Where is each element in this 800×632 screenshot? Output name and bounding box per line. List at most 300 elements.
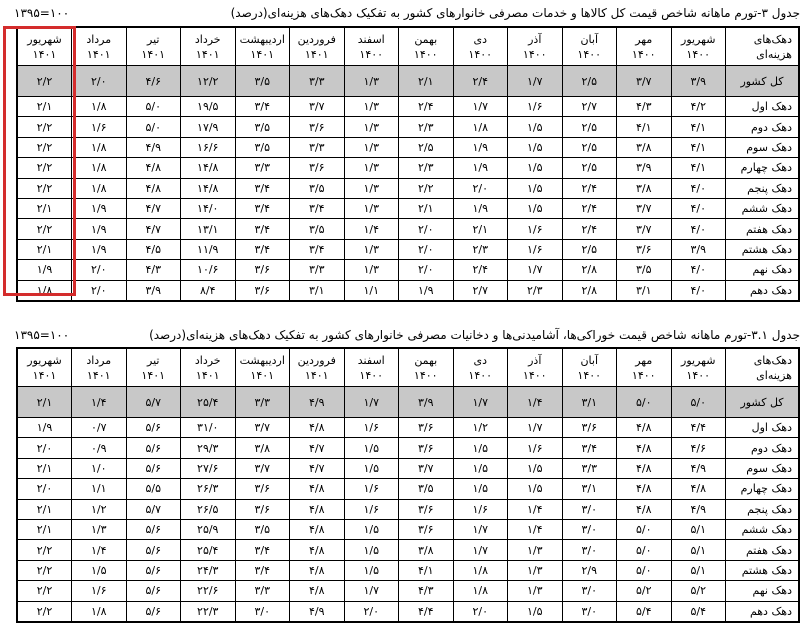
table-cell: ۳/۷ [399, 458, 454, 478]
table-cell: ۱/۸ [72, 158, 127, 178]
table-cell: ۴/۹ [126, 137, 181, 157]
table-cell: ۱/۶ [344, 418, 399, 438]
table-cell: ۱۰/۶ [181, 260, 236, 280]
column-month: اردیبهشت [239, 32, 285, 46]
column-header [344, 27, 399, 66]
table-cell: ۰/۹ [72, 438, 127, 458]
table-cell: ۱/۳ [344, 158, 399, 178]
table-cell: ۵/۶ [126, 418, 181, 438]
table-cell: ۱/۴ [508, 519, 563, 539]
table-cell: ۱/۵ [344, 458, 399, 478]
table-cell: ۳/۸ [399, 540, 454, 560]
table-row [17, 601, 799, 622]
row-label: دهک نهم [726, 581, 800, 601]
row-label: دهک چهارم [726, 158, 800, 178]
table-row [17, 260, 799, 280]
column-year: ۱۴۰۱ [86, 47, 111, 61]
table-cell: ۱/۸ [453, 581, 508, 601]
table-cell: ۳/۰ [235, 601, 290, 622]
table-cell: ۴/۰ [671, 280, 726, 301]
table-cell: ۳/۱ [562, 387, 617, 418]
column-month: مرداد [86, 353, 112, 367]
table-cell: ۳/۴ [235, 540, 290, 560]
table-cell: ۱/۵ [72, 560, 127, 580]
table-cell: ۱/۸ [72, 178, 127, 198]
table-cell: ۲۲/۶ [181, 581, 236, 601]
column-year: ۱۴۰۰ [468, 368, 493, 382]
table-row [17, 178, 799, 198]
table-cell: ۳/۵ [290, 219, 345, 239]
table-cell: ۳/۴ [235, 178, 290, 198]
column-header [399, 348, 454, 387]
table-cell: ۴/۱ [671, 117, 726, 137]
table-cell: ۲/۰ [17, 438, 72, 458]
column-year: ۱۴۰۰ [522, 368, 547, 382]
table-cell: ۳/۷ [617, 219, 672, 239]
column-header [290, 27, 345, 66]
table-cell: ۳/۰ [562, 540, 617, 560]
table-cell: ۴/۶ [671, 438, 726, 458]
table-cell: ۲/۵ [562, 117, 617, 137]
table-cell: ۱/۵ [508, 601, 563, 622]
column-month: بهمن [414, 32, 438, 46]
table-cell: ۲/۲ [17, 178, 72, 198]
table-cell: ۳/۷ [235, 458, 290, 478]
column-header [290, 348, 345, 387]
table-cell: ۲/۰ [453, 178, 508, 198]
table-cell: ۲/۲ [17, 540, 72, 560]
table-cell: ۳/۶ [235, 479, 290, 499]
column-year: ۱۴۰۰ [468, 47, 493, 61]
column-header [181, 27, 236, 66]
table-cell: ۳/۹ [671, 239, 726, 259]
table-cell: ۳/۵ [399, 479, 454, 499]
column-month: دی [473, 32, 487, 46]
table-cell: ۱/۶ [72, 581, 127, 601]
column-header [508, 27, 563, 66]
row-label: دهک چهارم [726, 479, 800, 499]
table-cell: ۱/۶ [72, 117, 127, 137]
column-month: خرداد [194, 32, 221, 46]
table-cell: ۴/۸ [290, 479, 345, 499]
table-cell: ۳/۱ [617, 280, 672, 301]
table-cell: ۲/۴ [453, 66, 508, 97]
table-cell: ۵/۴ [617, 601, 672, 622]
table-cell: ۴/۸ [671, 479, 726, 499]
table-row [17, 458, 799, 478]
table-cell: ۲۷/۶ [181, 458, 236, 478]
column-month: تیر [147, 32, 160, 46]
table-cell: ۱۴/۸ [181, 158, 236, 178]
table-cell: ۳/۴ [562, 438, 617, 458]
table-cell: ۲/۰ [399, 239, 454, 259]
table-cell: ۲/۱ [17, 458, 72, 478]
table-cell: ۵/۰ [617, 387, 672, 418]
table-cell: ۱/۷ [344, 581, 399, 601]
table-cell: ۵/۶ [126, 560, 181, 580]
table-row [17, 438, 799, 458]
column-month: آبان [580, 32, 599, 46]
table1 [16, 26, 800, 302]
table-cell: ۲/۱ [17, 97, 72, 117]
table-cell: ۵/۰ [617, 560, 672, 580]
table-cell: ۴/۸ [617, 458, 672, 478]
table-cell: ۳/۶ [399, 499, 454, 519]
table-cell: ۳/۵ [235, 66, 290, 97]
table-cell: ۴/۰ [671, 198, 726, 218]
table-cell: ۱۲/۲ [181, 66, 236, 97]
table-cell: ۱/۹ [72, 198, 127, 218]
table-cell: ۱/۶ [344, 499, 399, 519]
table-cell: ۳/۶ [399, 438, 454, 458]
column-header [126, 27, 181, 66]
column-month: شهریور [681, 32, 716, 46]
column-month: آذر [528, 32, 542, 46]
table-cell: ۱/۹ [453, 158, 508, 178]
table-cell: ۳/۸ [617, 178, 672, 198]
table-cell: ۲/۳ [453, 239, 508, 259]
column-header [671, 27, 726, 66]
table-cell: ۳/۶ [290, 117, 345, 137]
table-cell: ۱/۵ [453, 458, 508, 478]
column-year: ۱۴۰۰ [631, 368, 656, 382]
table-cell: ۴/۱ [671, 137, 726, 157]
table-row [17, 519, 799, 539]
table-cell: ۱۳/۱ [181, 219, 236, 239]
table-row [17, 418, 799, 438]
table-cell: ۴/۸ [126, 178, 181, 198]
table-cell: ۴/۷ [290, 438, 345, 458]
column-month: فروردین [297, 353, 336, 367]
table-cell: ۳/۷ [235, 418, 290, 438]
row-label: دهک اول [726, 97, 800, 117]
table-cell: ۴/۷ [126, 198, 181, 218]
column-header [17, 348, 72, 387]
table-cell: ۴/۷ [290, 458, 345, 478]
table-cell: ۱/۵ [508, 458, 563, 478]
table-cell: ۴/۸ [290, 560, 345, 580]
table-cell: ۱/۷ [453, 519, 508, 539]
column-year: ۱۴۰۱ [195, 368, 220, 382]
table-cell: ۴/۳ [399, 581, 454, 601]
table-cell: ۳/۹ [671, 66, 726, 97]
table-cell: ۴/۱ [617, 117, 672, 137]
table-row [17, 280, 799, 301]
column-year: ۱۴۰۰ [413, 368, 438, 382]
table-cell: ۵/۷ [126, 387, 181, 418]
table-row [17, 97, 799, 117]
table-cell: ۲/۲ [17, 117, 72, 137]
table-cell: ۱/۵ [344, 519, 399, 539]
table-cell: ۴/۵ [126, 239, 181, 259]
column-header [72, 27, 127, 66]
table-cell: ۵/۰ [671, 387, 726, 418]
table-cell: ۴/۹ [671, 458, 726, 478]
table-cell: ۴/۷ [126, 219, 181, 239]
column-header [508, 348, 563, 387]
table-cell: ۳/۵ [235, 137, 290, 157]
table-cell: ۴/۹ [671, 499, 726, 519]
table-cell: ۳/۶ [235, 260, 290, 280]
column-year: ۱۴۰۰ [686, 368, 711, 382]
table-cell: ۲/۲ [17, 581, 72, 601]
table-cell: ۱/۳ [344, 97, 399, 117]
table-cell: ۱/۹ [72, 239, 127, 259]
table-cell: ۵/۱ [671, 540, 726, 560]
table-cell: ۱/۵ [344, 540, 399, 560]
table-cell: ۱/۵ [508, 158, 563, 178]
column-year: ۱۴۰۱ [304, 47, 329, 61]
column-month: مهر [635, 353, 653, 367]
table-cell: ۱/۹ [72, 219, 127, 239]
table-cell: ۸/۴ [181, 280, 236, 301]
column-year: ۱۴۰۱ [86, 368, 111, 382]
table-cell: ۲/۰ [399, 260, 454, 280]
row-label: دهک دهم [726, 601, 800, 622]
table-row [17, 560, 799, 580]
table-cell: ۵/۷ [126, 499, 181, 519]
table-cell: ۱/۳ [344, 198, 399, 218]
table-cell: ۱/۷ [508, 66, 563, 97]
row-label: دهک ششم [726, 198, 800, 218]
table-cell: ۱/۳ [344, 260, 399, 280]
table-cell: ۳/۴ [235, 560, 290, 580]
table-cell: ۱/۳ [344, 66, 399, 97]
table-cell: ۳/۶ [562, 418, 617, 438]
table-cell: ۳/۴ [235, 198, 290, 218]
table-cell: ۱۹/۵ [181, 97, 236, 117]
table-cell: ۴/۸ [290, 499, 345, 519]
table-cell: ۱/۱ [72, 479, 127, 499]
table2-base-year: ۱۳۹۵=۱۰۰ [14, 328, 70, 342]
table-cell: ۵/۱ [671, 560, 726, 580]
table-cell: ۱/۵ [453, 479, 508, 499]
table-cell: ۳/۰ [562, 519, 617, 539]
table-cell: ۲/۱ [453, 219, 508, 239]
table-cell: ۳/۳ [290, 260, 345, 280]
table-cell: ۲/۲ [17, 560, 72, 580]
table-row [17, 581, 799, 601]
table-cell: ۱/۷ [508, 418, 563, 438]
table-cell: ۴/۰ [671, 219, 726, 239]
column-year: ۱۴۰۱ [32, 47, 57, 61]
table-cell: ۵/۰ [617, 519, 672, 539]
table-cell: ۲/۲ [17, 137, 72, 157]
table-cell: ۳/۹ [126, 280, 181, 301]
table-cell: ۲/۴ [453, 260, 508, 280]
table-cell: ۴/۹ [290, 387, 345, 418]
table-cell: ۲/۵ [562, 66, 617, 97]
column-header [562, 348, 617, 387]
table-cell: ۳/۴ [290, 239, 345, 259]
table-cell: ۱/۳ [72, 519, 127, 539]
column-month: فروردین [297, 32, 336, 46]
table-cell: ۱/۹ [17, 418, 72, 438]
table-cell: ۲۵/۴ [181, 387, 236, 418]
table-cell: ۵/۱ [671, 519, 726, 539]
table-cell: ۵/۲ [671, 581, 726, 601]
column-year: ۱۴۰۰ [522, 47, 547, 61]
table-cell: ۲/۳ [508, 280, 563, 301]
table-cell: ۲/۰ [399, 219, 454, 239]
table-cell: ۳۱/۰ [181, 418, 236, 438]
table-cell: ۴/۲ [671, 97, 726, 117]
column-month: آذر [528, 353, 542, 367]
table-cell: ۳/۵ [235, 117, 290, 137]
table-row [17, 239, 799, 259]
table-cell: ۳/۵ [290, 178, 345, 198]
table-cell: ۴/۰ [671, 260, 726, 280]
table-cell: ۵/۲ [617, 581, 672, 601]
table-cell: ۴/۸ [290, 581, 345, 601]
table-cell: ۱/۱ [344, 280, 399, 301]
table-cell: ۱/۵ [508, 198, 563, 218]
column-header [562, 27, 617, 66]
table-cell: ۲/۴ [562, 198, 617, 218]
table-cell: ۱۷/۹ [181, 117, 236, 137]
row-header-line: دهک‌های [753, 353, 792, 367]
row-label: دهک اول [726, 418, 800, 438]
column-month: خرداد [194, 353, 221, 367]
table-cell: ۲/۴ [399, 97, 454, 117]
table-row [17, 117, 799, 137]
table-cell: ۱/۳ [508, 560, 563, 580]
table-cell: ۱/۶ [453, 499, 508, 519]
table-cell: ۲/۵ [562, 137, 617, 157]
table-cell: ۴/۶ [126, 66, 181, 97]
table-cell: ۴/۸ [290, 418, 345, 438]
table-cell: ۳/۶ [399, 418, 454, 438]
column-month: مهر [635, 32, 653, 46]
table-cell: ۳/۴ [235, 219, 290, 239]
table-cell: ۱/۳ [344, 239, 399, 259]
table-cell: ۲/۰ [72, 260, 127, 280]
table-cell: ۰/۷ [72, 418, 127, 438]
table-cell: ۴/۸ [126, 158, 181, 178]
column-month: شهریور [27, 32, 62, 46]
column-year: ۱۴۰۱ [250, 368, 275, 382]
row-label: دهک نهم [726, 260, 800, 280]
table-cell: ۳/۹ [617, 158, 672, 178]
total-row [17, 387, 799, 418]
row-label: دهک هفتم [726, 540, 800, 560]
column-year: ۱۴۰۰ [577, 47, 602, 61]
table-row [17, 198, 799, 218]
row-header-line: هزینه‌ای [756, 368, 792, 382]
row-label: دهک دوم [726, 438, 800, 458]
table-row [17, 540, 799, 560]
row-label: دهک هفتم [726, 219, 800, 239]
table-cell: ۵/۶ [126, 519, 181, 539]
column-header [181, 348, 236, 387]
table-cell: ۱/۴ [72, 387, 127, 418]
table-cell: ۲/۵ [399, 137, 454, 157]
column-month: شهریور [27, 353, 62, 367]
table-cell: ۴/۸ [617, 499, 672, 519]
table-cell: ۳/۴ [235, 97, 290, 117]
table-cell: ۱۴/۰ [181, 198, 236, 218]
row-header-line: هزینه‌ای [756, 47, 792, 61]
table-cell: ۱/۷ [453, 540, 508, 560]
table-cell: ۱/۴ [508, 499, 563, 519]
column-header [399, 27, 454, 66]
table-cell: ۵/۵ [126, 479, 181, 499]
table-cell: ۴/۸ [290, 540, 345, 560]
table-cell: ۱۴/۸ [181, 178, 236, 198]
table-cell: ۳/۳ [235, 581, 290, 601]
table-cell: ۱/۳ [344, 137, 399, 157]
table-cell: ۱۱/۹ [181, 239, 236, 259]
table-cell: ۳/۴ [290, 198, 345, 218]
table1-caption: جدول ۳-تورم ماهانه شاخص قیمت کل کالاها و خدمات مصرفی خانوارهای کشور به تفکیک دهک‌های هزینه‌ای(درصد) [230, 6, 800, 20]
table-cell: ۲/۲ [399, 178, 454, 198]
column-year: ۱۴۰۱ [32, 368, 57, 382]
column-month: اسفند [357, 353, 385, 367]
table-cell: ۵/۴ [671, 601, 726, 622]
table-cell: ۳/۶ [235, 280, 290, 301]
row-label: دهک ششم [726, 519, 800, 539]
table-cell: ۳/۷ [617, 66, 672, 97]
column-header [235, 348, 290, 387]
table-cell: ۵/۶ [126, 581, 181, 601]
table-cell: ۳/۳ [235, 158, 290, 178]
table-cell: ۳/۳ [290, 66, 345, 97]
row-label: دهک هشتم [726, 560, 800, 580]
table-cell: ۲/۳ [399, 117, 454, 137]
column-header [126, 348, 181, 387]
table-cell: ۲۵/۴ [181, 540, 236, 560]
table2 [16, 347, 800, 623]
table-cell: ۵/۰ [126, 117, 181, 137]
row-label: دهک دهم [726, 280, 800, 301]
table-cell: ۵/۶ [126, 438, 181, 458]
table-cell: ۱/۸ [72, 601, 127, 622]
column-year: ۱۴۰۱ [304, 368, 329, 382]
column-month: اردیبهشت [239, 353, 285, 367]
table-cell: ۳/۷ [617, 198, 672, 218]
table-cell: ۱/۶ [508, 438, 563, 458]
row-label: کل کشور [726, 66, 800, 97]
table-cell: ۲/۲ [17, 601, 72, 622]
row-label: دهک پنجم [726, 499, 800, 519]
column-year: ۱۴۰۰ [413, 47, 438, 61]
table-cell: ۲/۴ [562, 178, 617, 198]
table-cell: ۴/۱ [399, 560, 454, 580]
column-month: شهریور [681, 353, 716, 367]
table-cell: ۱/۲ [72, 499, 127, 519]
column-month: آبان [580, 353, 599, 367]
column-month: دی [473, 353, 487, 367]
table-cell: ۱/۵ [508, 137, 563, 157]
table-cell: ۱/۸ [72, 137, 127, 157]
table-cell: ۳/۶ [617, 239, 672, 259]
column-month: تیر [147, 353, 160, 367]
table-cell: ۱/۵ [508, 178, 563, 198]
table-cell: ۱/۸ [17, 280, 72, 301]
table-cell: ۱/۵ [344, 560, 399, 580]
table-cell: ۲۵/۹ [181, 519, 236, 539]
row-label: دهک پنجم [726, 178, 800, 198]
table-cell: ۱/۷ [453, 387, 508, 418]
column-month: مرداد [86, 32, 112, 46]
table-cell: ۳/۷ [290, 97, 345, 117]
table-cell: ۱/۲ [453, 418, 508, 438]
column-header [671, 348, 726, 387]
table-cell: ۲/۰ [72, 66, 127, 97]
table-cell: ۲/۵ [562, 239, 617, 259]
row-header-cell [726, 348, 800, 387]
table-cell: ۱/۹ [453, 137, 508, 157]
